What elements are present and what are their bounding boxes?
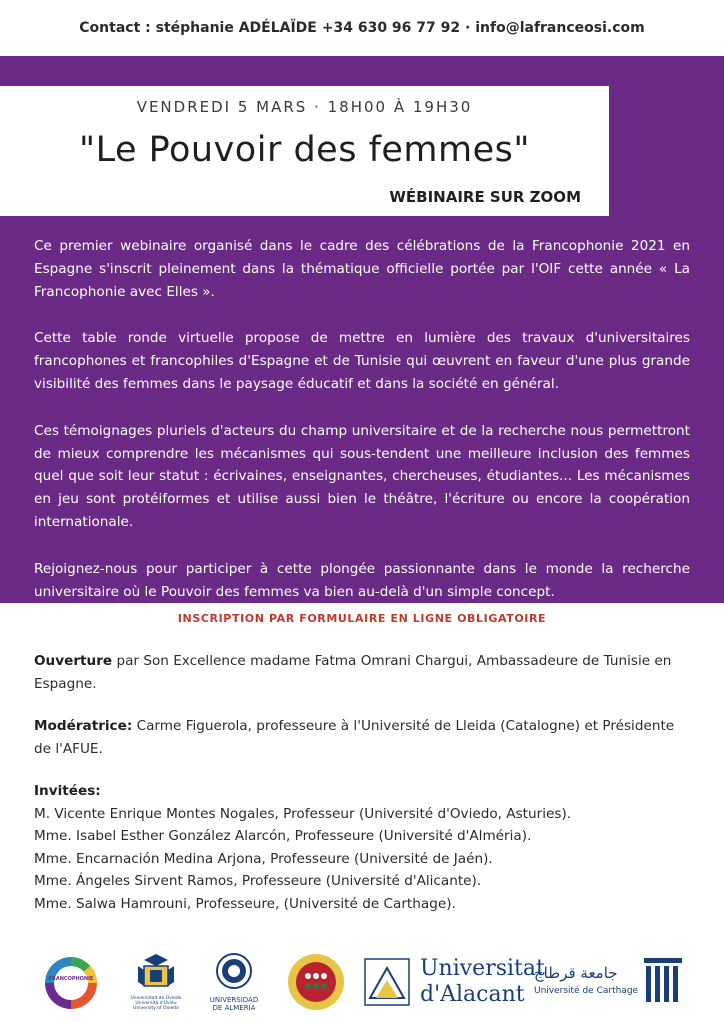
contact-label: Contact : (79, 20, 151, 36)
paragraph-2: Cette table ronde virtuelle propose de mettre en lumière des travaux d'universitaires francophones et francophiles d'Espagne et de Tunisie qui œuvrent en faveur d'une plus grande visibilité des femmes dans le paysage éducatif et dans la société en général. (34, 330, 690, 392)
inscription-notice: INSCRIPTION PAR FORMULAIRE EN LIGNE OBLIGATOIRE (177, 612, 547, 625)
moderator-block (34, 715, 694, 760)
oviedo-label-1: Universidad de Oviedo (130, 996, 182, 1001)
carthage-label-fr: Université de Carthage (534, 986, 639, 996)
event-date: VENDREDI 5 MARS · 18H00 À 19H30 (136, 98, 473, 116)
alacant-logo (364, 956, 545, 1016)
jaen-logo (286, 952, 346, 1012)
jaen-seal-icon (286, 952, 346, 1012)
alacant-label-2: d'Alacant (420, 982, 525, 1007)
partner-logos (0, 948, 724, 1018)
francophonie-logo (42, 954, 100, 1012)
oviedo-logo (128, 952, 184, 1016)
oviedo-label-3: University of Oviedo (133, 1006, 179, 1011)
moderator-text: Carme Figuerola, professeure à l'Université de Lleida (Catalogne) et Présidente de l'AFUE. (34, 718, 675, 757)
moderator-label: Modératrice: (34, 718, 133, 734)
francophonie-emblem-icon (42, 954, 100, 1012)
guest-item: Mme. Isabel Esther González Alarcón, Professeure (Université d'Alméria). (34, 828, 532, 844)
contact-email[interactable]: info@lafranceosi.com (475, 20, 645, 36)
opening-label: Ouverture (34, 653, 113, 669)
guest-item: Mme. Encarnación Medina Arjona, Professeure (Université de Jaén). (34, 850, 493, 867)
carthage-columns-icon (642, 954, 684, 1008)
oviedo-crest-icon (128, 952, 184, 992)
program-details (34, 650, 694, 915)
event-title: "Le Pouvoir des femmes" (79, 130, 530, 170)
alacant-emblem-icon (364, 958, 410, 1006)
almeria-logo (204, 952, 264, 1016)
contact-name: stéphanie ADÉLAÏDE (155, 20, 317, 36)
carthage-label-ar: جامعة قرطاج (534, 964, 618, 982)
guests-label: Invitées: (34, 783, 101, 799)
guest-item: Mme. Ángeles Sirvent Ramos, Professeure (Université d'Alicante). (34, 873, 482, 889)
opening-block (34, 650, 694, 695)
paragraph-4: Rejoignez-nous pour participer à cette plongée passionnante dans le monde la recherche universitaire où le Pouvoir des femmes va bien au-delà d'un simple concept. (34, 560, 690, 600)
alacant-label-1: Universitat (420, 956, 545, 981)
almeria-label-2: DE ALMERÍA (212, 1004, 256, 1012)
description (34, 235, 690, 603)
guest-item: Mme. Salwa Hamrouni, Professeure, (Université de Carthage). (34, 895, 456, 912)
guests-block (34, 780, 694, 915)
event-subtitle: WÉBINAIRE SUR ZOOM (389, 188, 581, 206)
francophonie-label: FRANCOPHONIE (48, 976, 94, 982)
contact-bar (0, 0, 724, 56)
contact-phone: +34 630 96 77 92 (321, 20, 461, 36)
carthage-logo (530, 954, 690, 1014)
contact-separator: · (465, 20, 471, 36)
opening-text: par Son Excellence madame Fatma Omrani Chargui, Ambassadeure de Tunisie en Espagne. (34, 653, 672, 692)
guest-item: M. Vicente Enrique Montes Nogales, Professeur (Université d'Oviedo, Asturies). (34, 805, 572, 822)
paragraph-1: Ce premier webinaire organisé dans le cadre des célébrations de la Francophonie 2021 en Espagne s'inscrit pleinement dans la thématique officielle portée par l'OIF cette année « La Francophonie avec Elles ». (34, 238, 690, 300)
oviedo-label-2: Universitá d'Uviéu (135, 1001, 177, 1006)
paragraph-3: Ces témoignages pluriels d'acteurs du champ universitaire et de la recherche nous permettront de mieux comprendre les mécanismes qui sous-tendent une meilleure inclusion des femmes quel que soit leur statut : écrivaines, enseignantes, chercheuses, étudiantes... Les mécanismes en jeu sont protéiformes et utilise aussi bien le théâtre, l'écriture ou encore la coopération internationale. (34, 422, 690, 530)
almeria-label-1: UNIVERSIDAD (209, 996, 259, 1004)
almeria-seal-icon (204, 952, 264, 992)
